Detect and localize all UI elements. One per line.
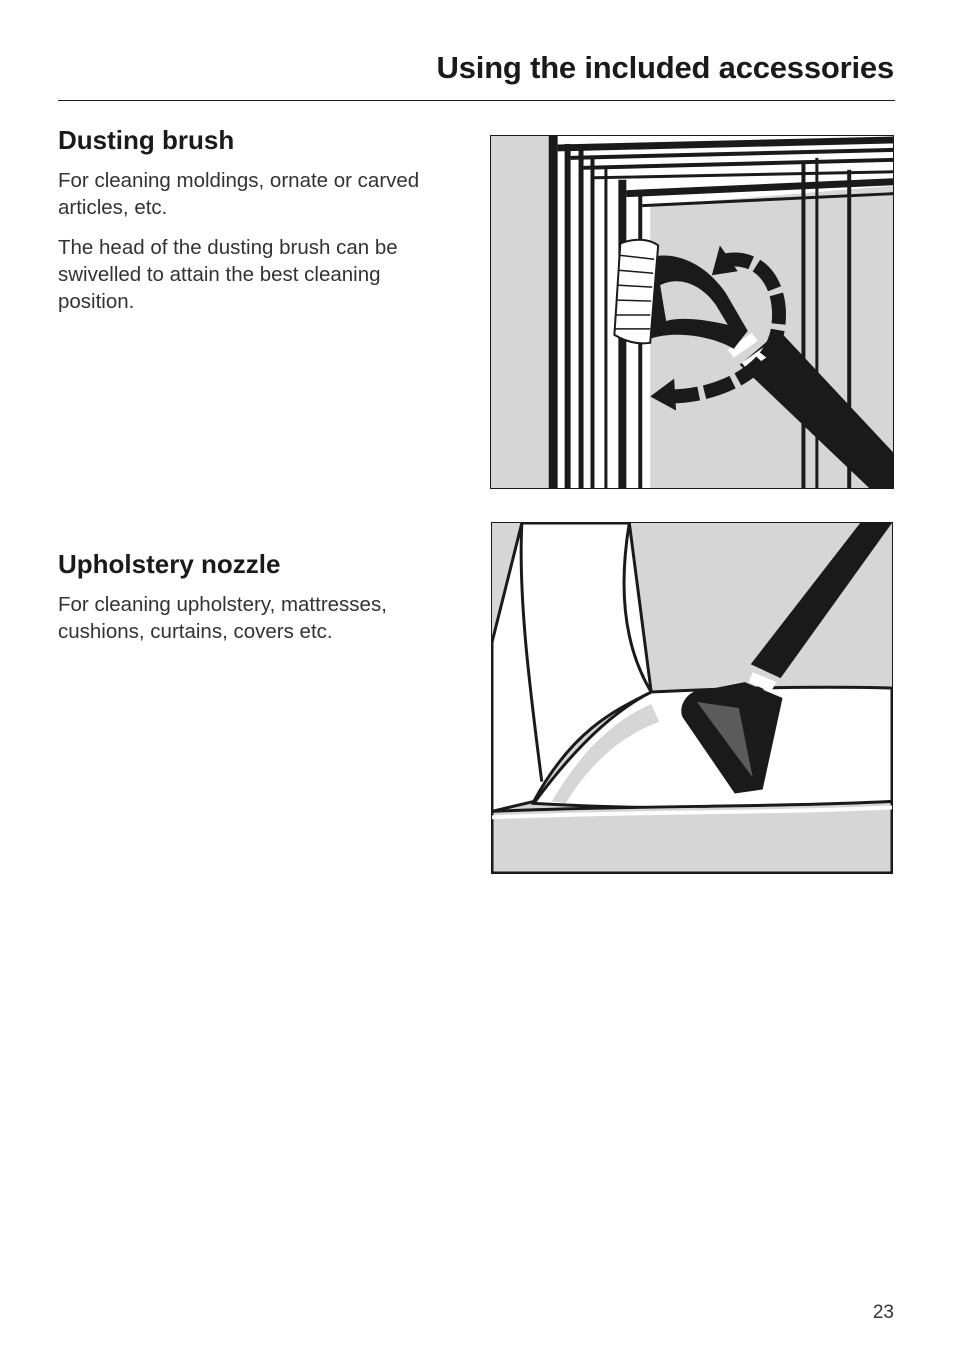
section-paragraph: The head of the dusting brush can be swivelled to attain the best cleaning position.	[58, 236, 398, 313]
page-number: 23	[872, 1302, 894, 1323]
header-divider	[58, 100, 895, 101]
section-heading-upholstery-nozzle: Upholstery nozzle	[58, 549, 281, 579]
upholstery-nozzle-illustration	[491, 522, 893, 874]
section-upholstery-nozzle	[58, 548, 458, 658]
section-heading-dusting-brush: Dusting brush	[58, 125, 235, 155]
dusting-brush-illustration	[490, 135, 894, 489]
section-dusting-brush	[58, 124, 458, 328]
section-paragraph: For cleaning moldings, ornate or carved articles, etc.	[58, 169, 420, 219]
page-title: Using the included accessories	[436, 50, 894, 85]
section-paragraph: For cleaning upholstery, mattresses, cushions, curtains, covers etc.	[58, 593, 387, 643]
